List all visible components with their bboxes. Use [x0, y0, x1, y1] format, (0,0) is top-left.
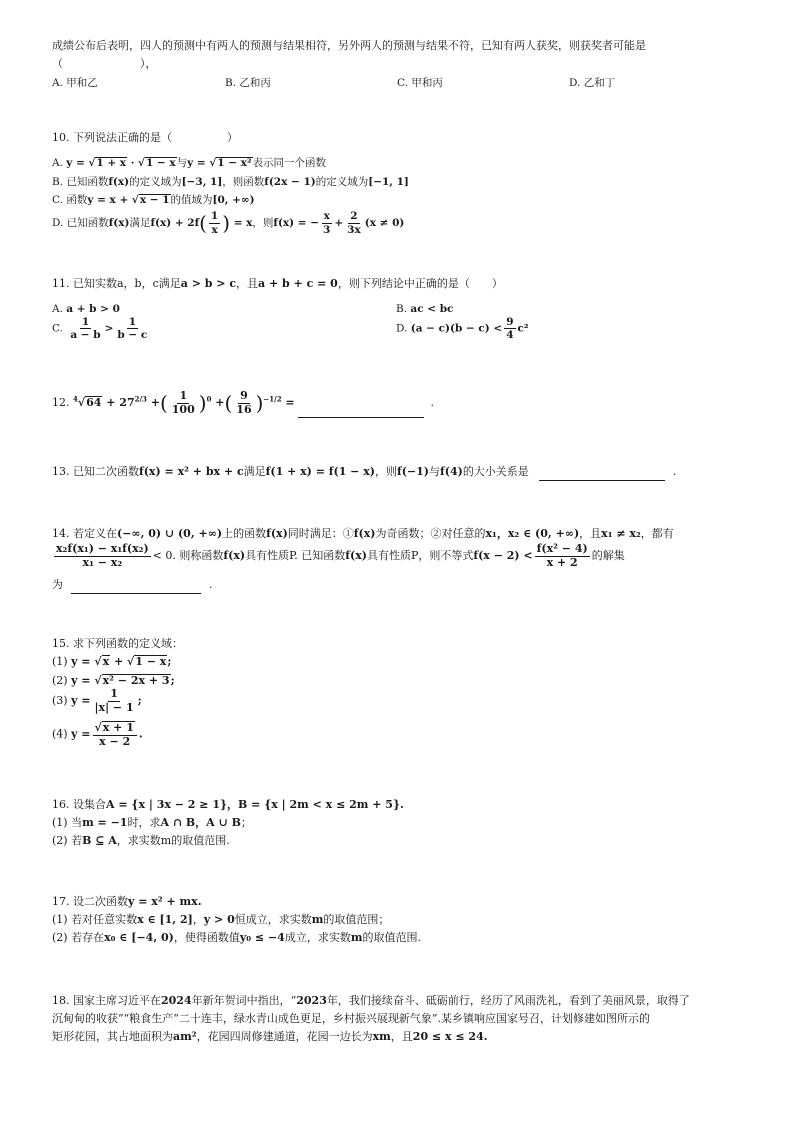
q10-option-c[interactable]: C. 函数y = x + √x − 1的值域为[0, +∞) [52, 194, 255, 206]
q16-part2: (2) 若B ⊆ A，求实数m的取值范围. [52, 834, 230, 847]
q10-option-d[interactable]: D. 已知函数f(x)满足f(x) + 2f( $\frac{1}{x}$ ) = x，则f(x) = − $\frac{x}{3}$ + $\frac{2}{3x}$ (x ≠ 0) [52, 210, 405, 236]
q16-stem: 16. 设集合A = {x | 3x − 2 ≥ 1}，B = {x | 2m < x ≤ 2m + 5}. [52, 798, 404, 811]
q12-stem: 12. $^4√64 + 27^{2/3}$ +( $\frac{1}{100}$ )$^0$ +( $\frac{9}{16}$ )$^{-1/2}$ = . [52, 388, 434, 418]
q15-stem: 15. 求下列函数的定义域： [52, 637, 183, 650]
q13-stem: 13. 已知二次函数f(x) = x² + bx + c满足f(1 + x) = f(1 − x)，则f(−1)与f(4)的大小关系是 . [52, 464, 676, 481]
q15-part3: (3) y = $\frac{1}{|x| - 1}$ ; [52, 687, 142, 714]
q15-part1: (1) y = √x + √1 − x; [52, 655, 172, 668]
q13-answer-blank[interactable] [539, 468, 665, 481]
q15-part4: (4) y = $\frac{√x + 1}{x - 2}$ . [52, 721, 143, 748]
q10-stem: 10. 下列说法正确的是（ ） [52, 131, 238, 144]
q9-answer-blank: （ ） [52, 57, 146, 70]
q9-option-a[interactable]: A. 甲和乙 [52, 77, 98, 89]
q16-part1: (1) 当m = −1时，求A ∩ B，A ∪ B； [52, 816, 252, 829]
q11-option-c[interactable]: C. $\frac{1}{a - b}$ > $\frac{1}{b - c}$ [52, 316, 148, 342]
q18-line3: 矩形花园，其占地面积为am²，花园四周修建通道，花园一边长为xm，且20 ≤ x ≤ 24. [52, 1030, 488, 1043]
q18-line2: 沉甸甸的收获”“粮食生产“二十连丰，绿水青山成色更足，乡村振兴展现新气象”.某乡镇响应国家号召，计划修建如图所示的 [52, 1012, 650, 1025]
q11-option-d[interactable]: D. (a − c)(b − c) < $\frac{9}{4}$ c² [396, 316, 529, 342]
q10-option-a[interactable]: A. y = √1 + x · √1 − x与y = √1 − x²表示同一个函数 [52, 157, 327, 169]
q9-option-c[interactable]: C. 甲和丙 [397, 77, 443, 89]
q9-stem-line1: 成绩公布后表明，四人的预测中有两人的预测与结果相符，另外两人的预测与结果不符，已知有两人获奖，则获奖者可能是 [52, 39, 646, 52]
q17-stem: 17. 设二次函数y = x² + mx. [52, 895, 202, 908]
q11-option-b[interactable]: B. ac < bc [396, 303, 454, 315]
q14-answer-blank[interactable] [71, 581, 201, 594]
q17-part2: (2) 若存在x₀ ∈ [−4, 0)，使得函数值y₀ ≤ −4成立，求实数m的取值范围. [52, 931, 421, 944]
q11-option-a[interactable]: A. a + b > 0 [52, 303, 120, 315]
q12-answer-blank[interactable] [298, 405, 424, 418]
q9-stem-line2: （ ）， [52, 57, 157, 70]
q10-option-b[interactable]: B. 已知函数f(x)的定义域为[−3, 1]，则函数f(2x − 1)的定义域为[−1, 1] [52, 176, 409, 188]
q18-line1: 18. 国家主席习近平在2024年新年贺词中指出，“2023年，我们接续奋斗、砥砺前行，经历了风雨洗礼，看到了美丽风景，取得了 [52, 994, 690, 1007]
q17-part1: (1) 若对任意实数x ∈ [1, 2]，y > 0恒成立，求实数m的取值范围； [52, 913, 390, 926]
q14-line1: 14. 若定义在(−∞, 0) ∪ (0, +∞)上的函数f(x)同时满足：①f(x)为奇函数；②对任意的x₁，x₂ ∈ (0, +∞)，且x₁ ≠ x₂，都有 [52, 527, 674, 540]
q11-stem: 11. 已知实数a，b，c满足a > b > c，且a + b + c = 0，则下列结论中正确的是（ ） [52, 277, 503, 290]
q9-option-b[interactable]: B. 乙和丙 [225, 77, 271, 89]
q14-line2: $\frac{\text{x₂f(x₁) − x₁f(x₂)}}{\text{x₁ − x₂}}$ < 0. 则称函数f(x)具有性质P. 已知函数f(x)具有性质P，则不等式f(x − 2) < $\frac{\text{f(x² − 4)}}{x + 2}$ 的解集 [56, 542, 625, 569]
q15-part2: (2) y = √x² − 2x + 3; [52, 674, 175, 687]
q14-line3: 为 . [52, 577, 213, 594]
q9-option-d[interactable]: D. 乙和丁 [569, 77, 616, 89]
